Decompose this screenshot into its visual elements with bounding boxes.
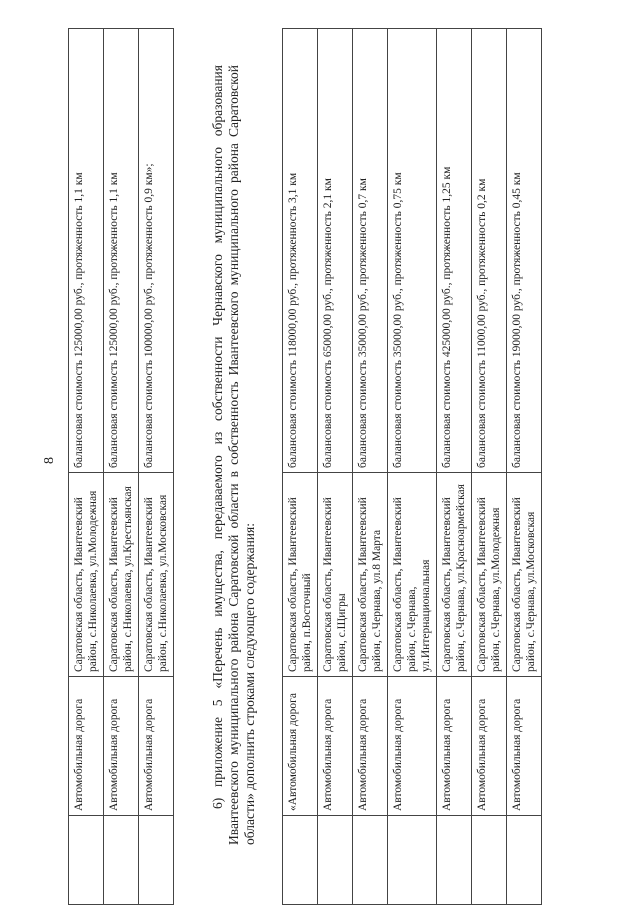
- table-row: [437, 29, 472, 905]
- description-cell: балансовая стоимость 35000,00 руб., протяженность 0,7 км: [353, 29, 388, 473]
- table-row: [388, 29, 437, 905]
- row-number-cell: [69, 816, 104, 905]
- property-type-cell: Автомобильная дорога: [507, 677, 542, 816]
- page-number: 8: [42, 457, 57, 464]
- table-body-top: [69, 29, 174, 905]
- property-type-cell: Автомобильная дорога: [318, 677, 353, 816]
- property-type-cell: Автомобильная дорога: [104, 677, 139, 816]
- table-row: [69, 29, 104, 905]
- location-cell: Саратовская область, Ивантеевский район, с.Щигры: [318, 473, 353, 677]
- table-row: [353, 29, 388, 905]
- amendment-paragraph: 6) приложение 5 «Перечень имущества, передаваемого из собственности Чернавского муниципального образования Ивантеевского муниципального района Саратовской области в собственность Ивантеевского муниципального района Саратовской области» дополнить строками следующего содержания:: [210, 65, 257, 845]
- row-number-cell: [104, 816, 139, 905]
- table-row: [507, 29, 542, 905]
- description-cell: балансовая стоимость 118000,00 руб., протяженность 3,1 км: [283, 29, 318, 473]
- description-cell: балансовая стоимость 100000,00 руб., протяженность 0,9 км»;: [139, 29, 174, 473]
- description-cell: балансовая стоимость 35000,00 руб., протяженность 0,75 км: [388, 29, 437, 473]
- property-type-cell: Автомобильная дорога: [353, 677, 388, 816]
- description-cell: балансовая стоимость 125000,00 руб., протяженность 1,1 км: [69, 29, 104, 473]
- row-number-cell: [437, 816, 472, 905]
- row-number-cell: [388, 816, 437, 905]
- property-type-cell: Автомобильная дорога: [437, 677, 472, 816]
- property-type-cell: Автомобильная дорога: [472, 677, 507, 816]
- location-cell: Саратовская область, Ивантеевский район, с.Чернава, ул.Красноармейская: [437, 473, 472, 677]
- property-table-bottom: [282, 28, 542, 905]
- row-number-cell: [507, 816, 542, 905]
- row-number-cell: [353, 816, 388, 905]
- table-row: [139, 29, 174, 905]
- description-cell: балансовая стоимость 19000,00 руб., протяженность 0,45 км: [507, 29, 542, 473]
- location-cell: Саратовская область, Ивантеевский район, с.Чернава, ул.Молодежная: [472, 473, 507, 677]
- location-cell: Саратовская область, Ивантеевский район, с.Николаевка, ул.Крестьянская: [104, 473, 139, 677]
- row-number-cell: [139, 816, 174, 905]
- table-row: [472, 29, 507, 905]
- property-type-cell: Автомобильная дорога: [139, 677, 174, 816]
- row-number-cell: [283, 816, 318, 905]
- property-type-cell: Автомобильная дорога: [69, 677, 104, 816]
- location-cell: Саратовская область, Ивантеевский район, с.Николаевка, ул.Молодежная: [69, 473, 104, 677]
- location-cell: Саратовская область, Ивантеевский район, с.Чернава, ул.8 Марта: [353, 473, 388, 677]
- location-cell: Саратовская область, Ивантеевский район, с.Николаевка, ул.Московская: [139, 473, 174, 677]
- property-type-cell: «Автомобильная дорога: [283, 677, 318, 816]
- location-cell: Саратовская область, Ивантеевский район, п.Восточный: [283, 473, 318, 677]
- table-row: [318, 29, 353, 905]
- location-cell: Саратовская область, Ивантеевский район, с.Чернава, ул.Московская: [507, 473, 542, 677]
- description-cell: балансовая стоимость 125000,00 руб., протяженность 1,1 км: [104, 29, 139, 473]
- description-cell: балансовая стоимость 425000,00 руб., протяженность 1,25 км: [437, 29, 472, 473]
- row-number-cell: [318, 816, 353, 905]
- table-row: [104, 29, 139, 905]
- description-cell: балансовая стоимость 65000,00 руб., протяженность 2,1 км: [318, 29, 353, 473]
- property-type-cell: Автомобильная дорога: [388, 677, 437, 816]
- row-number-cell: [472, 816, 507, 905]
- description-cell: балансовая стоимость 11000,00 руб., протяженность 0,2 км: [472, 29, 507, 473]
- table-body-bottom: [283, 29, 542, 905]
- location-cell: Саратовская область, Ивантеевский район, с.Чернава, ул.Интернациональная: [388, 473, 437, 677]
- table-row: [283, 29, 318, 905]
- property-table-top: [68, 28, 174, 905]
